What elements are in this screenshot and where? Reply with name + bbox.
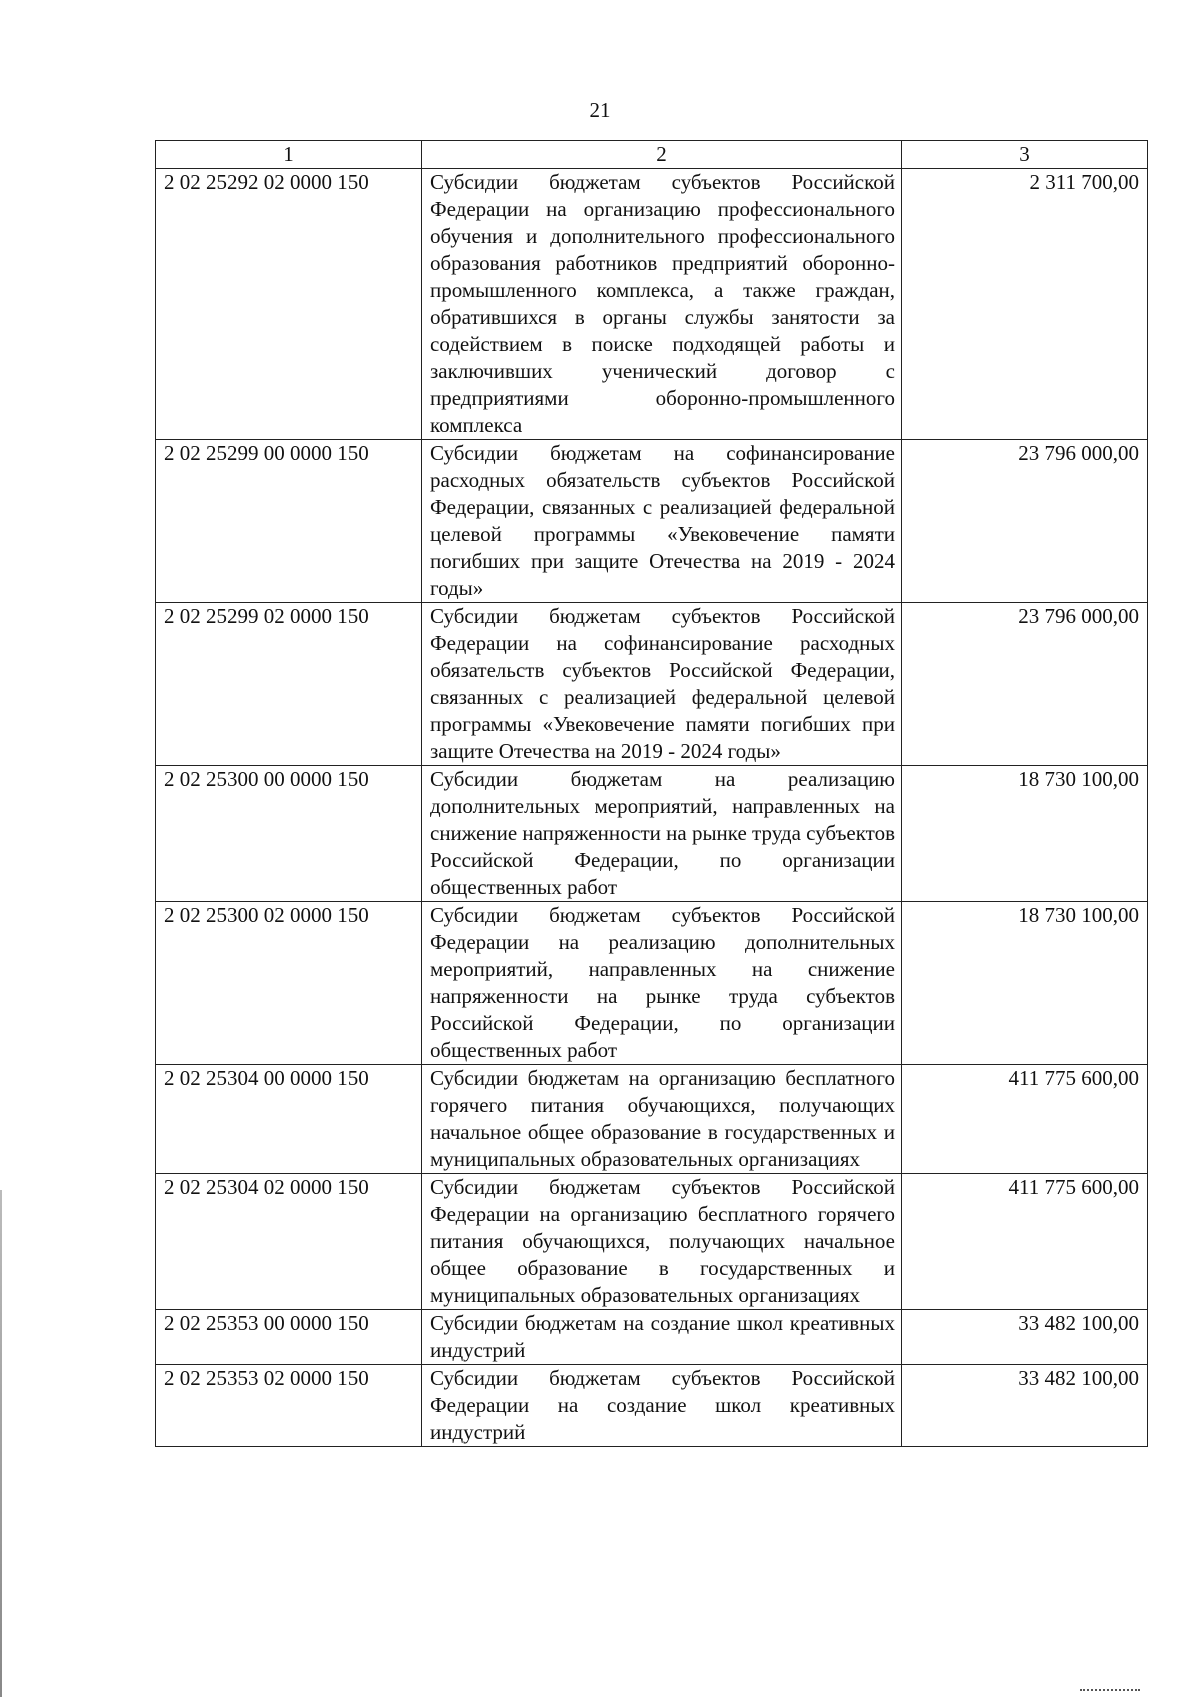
table-row (156, 1365, 1148, 1447)
item-description: Субсидии бюджетам на реализацию дополнительных мероприятий, направленных на снижение напряженности на рынке труда субъектов Российской Федерации, по организации общественных работ (422, 766, 902, 902)
column-header-2: 2 (422, 141, 902, 169)
budget-code: 2 02 25304 02 0000 150 (156, 1174, 422, 1310)
table-row (156, 1174, 1148, 1310)
table-row (156, 902, 1148, 1065)
item-description: Субсидии бюджетам на софинансирование расходных обязательств субъектов Российской Федерации, связанных с реализацией федеральной целевой программы «Увековечение памяти погибших при защите Отечества на 2019 - 2024 годы» (422, 440, 902, 603)
item-description: Субсидии бюджетам субъектов Российской Федерации на создание школ креативных индустрий (422, 1365, 902, 1447)
table-row (156, 766, 1148, 902)
table-row (156, 1310, 1148, 1365)
column-header-1: 1 (156, 141, 422, 169)
header-row (156, 141, 1148, 169)
item-description: Субсидии бюджетам субъектов Российской Федерации на организацию профессионального обучения и дополнительного профессионального образования работников предприятий оборонно-промышленного комплекса, а также граждан, обратившихся в органы службы занятости за содействием в поиске подходящей работы и заключивших ученический договор с предприятиями оборонно-промышленного комплекса (422, 169, 902, 440)
budget-code: 2 02 25300 02 0000 150 (156, 902, 422, 1065)
scan-artifact (1080, 1689, 1140, 1697)
amount: 18 730 100,00 (902, 766, 1148, 902)
budget-code: 2 02 25300 00 0000 150 (156, 766, 422, 902)
revenue-table (155, 140, 1148, 1447)
table-row (156, 169, 1148, 440)
item-description: Субсидии бюджетам субъектов Российской Федерации на организацию бесплатного горячего питания обучающихся, получающих начальное общее образование в государственных и муниципальных образовательных организациях (422, 1174, 902, 1310)
item-description: Субсидии бюджетам на создание школ креативных индустрий (422, 1310, 902, 1365)
budget-code: 2 02 25299 00 0000 150 (156, 440, 422, 603)
table-row (156, 1065, 1148, 1174)
amount: 33 482 100,00 (902, 1310, 1148, 1365)
table-row (156, 603, 1148, 766)
amount: 23 796 000,00 (902, 440, 1148, 603)
amount: 23 796 000,00 (902, 603, 1148, 766)
budget-code: 2 02 25353 00 0000 150 (156, 1310, 422, 1365)
budget-code: 2 02 25353 02 0000 150 (156, 1365, 422, 1447)
amount: 411 775 600,00 (902, 1065, 1148, 1174)
amount: 2 311 700,00 (902, 169, 1148, 440)
amount: 18 730 100,00 (902, 902, 1148, 1065)
column-header-3: 3 (902, 141, 1148, 169)
amount: 411 775 600,00 (902, 1174, 1148, 1310)
budget-code: 2 02 25292 02 0000 150 (156, 169, 422, 440)
budget-code: 2 02 25299 02 0000 150 (156, 603, 422, 766)
item-description: Субсидии бюджетам на организацию бесплатного горячего питания обучающихся, получающих начальное общее образование в государственных и муниципальных образовательных организациях (422, 1065, 902, 1174)
item-description: Субсидии бюджетам субъектов Российской Федерации на реализацию дополнительных мероприятий, направленных на снижение напряженности на рынке труда субъектов Российской Федерации, по организации общественных работ (422, 902, 902, 1065)
amount: 33 482 100,00 (902, 1365, 1148, 1447)
table-row (156, 440, 1148, 603)
page-number: 21 (589, 98, 611, 122)
budget-code: 2 02 25304 00 0000 150 (156, 1065, 422, 1174)
item-description: Субсидии бюджетам субъектов Российской Федерации на софинансирование расходных обязательств субъектов Российской Федерации, связанных с реализацией федеральной целевой программы «Увековечение памяти погибших при защите Отечества на 2019 - 2024 годы» (422, 603, 902, 766)
scan-edge-line (0, 1190, 2, 1697)
